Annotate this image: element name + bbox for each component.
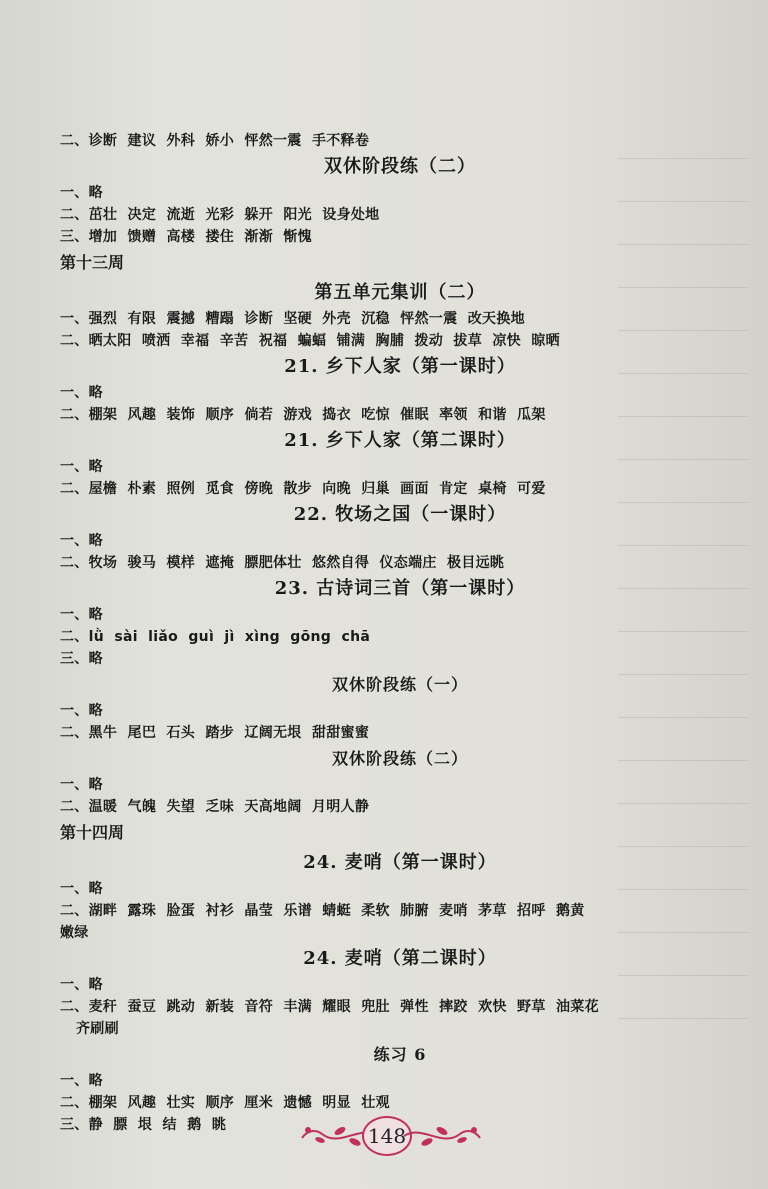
answer-line: 一、略 — [60, 703, 103, 719]
floral-ornament-right-icon — [402, 1122, 482, 1150]
answer-line: 二、lǜ sài liǎo guì jì xìng gōng chā — [60, 629, 371, 645]
answer-line: 二、湖畔 露珠 脸蛋 衬衫 晶莹 乐谱 蜻蜓 柔软 肺腑 麦哨 茅草 招呼 鹅黄 — [60, 903, 585, 919]
answer-line: 二、黑牛 尾巴 石头 踏步 辽阔无垠 甜甜蜜蜜 — [60, 725, 370, 741]
week-title: 第十三周 — [60, 253, 125, 272]
section-heading: 22. 牧场之国（一课时） — [293, 504, 507, 525]
answer-line: 三、静 膘 垠 结 鹅 眺 — [60, 1117, 227, 1133]
answer-line: 二、茁壮 决定 流逝 光彩 躲开 阳光 设身处地 — [60, 207, 380, 223]
answer-line: 一、略 — [60, 777, 103, 793]
section-heading: 第五单元集训（二） — [314, 282, 486, 303]
answer-line: 嫩绿 — [60, 925, 89, 941]
answer-line: 一、略 — [60, 185, 103, 201]
answer-line: 二、牧场 骏马 模样 遮掩 膘肥体壮 悠然自得 仪态端庄 极目远眺 — [60, 555, 505, 571]
answer-line: 二、麦秆 蚕豆 跳动 新装 音符 丰满 耀眼 兜肚 弹性 摔跤 欢快 野草 油菜花 — [60, 999, 599, 1015]
answer-line: 二、诊断 建议 外科 娇小 怦然一震 手不释卷 — [60, 133, 370, 149]
section-heading: 21. 乡下人家（第一课时） — [284, 356, 516, 377]
section-heading: 练习 6 — [373, 1045, 427, 1064]
answer-line: 一、略 — [60, 1073, 103, 1089]
answer-line: 二、晒太阳 喷洒 幸福 辛苦 祝福 蝙蝠 铺满 胸脯 拨动 拔草 凉快 晾晒 — [60, 333, 560, 349]
page-footer — [0, 1110, 768, 1160]
section-heading: 23. 古诗词三首（第一课时） — [274, 578, 526, 599]
answer-line: 一、略 — [60, 607, 103, 623]
section-heading: 双休阶段练（二） — [331, 749, 468, 768]
answer-line: 一、略 — [60, 385, 103, 401]
section-heading: 21. 乡下人家（第二课时） — [284, 430, 516, 451]
page-number: 148 — [362, 1116, 412, 1156]
answer-line: 三、增加 馈赠 高楼 搂住 渐渐 惭愧 — [60, 229, 312, 245]
answer-line: 三、略 — [60, 651, 103, 667]
section-heading: 24. 麦哨（第一课时） — [303, 852, 497, 873]
section-heading: 24. 麦哨（第二课时） — [303, 948, 497, 969]
answer-line: 二、屋檐 朴素 照例 觅食 傍晚 散步 向晚 归巢 画面 肯定 桌椅 可爱 — [60, 481, 546, 497]
answer-line: 一、略 — [60, 459, 103, 475]
answer-line: 一、略 — [60, 533, 103, 549]
answer-line: 二、棚架 风趣 壮实 顺序 厘米 遗憾 明显 壮观 — [60, 1095, 390, 1111]
section-heading: 双休阶段练（二） — [324, 156, 476, 177]
answer-line: 一、强烈 有限 震撼 糟蹋 诊断 坚硬 外壳 沉稳 怦然一震 改天换地 — [60, 311, 525, 327]
answer-content — [60, 130, 740, 1136]
answer-line: 一、略 — [60, 881, 103, 897]
week-title: 第十四周 — [60, 823, 125, 842]
answer-line: 一、略 — [60, 977, 103, 993]
section-heading: 双休阶段练（一） — [331, 675, 468, 694]
answer-line: 齐刷刷 — [76, 1021, 119, 1037]
answer-line: 二、棚架 风趣 装饰 顺序 倘若 游戏 捣衣 吃惊 催眠 率领 和谐 瓜架 — [60, 407, 546, 423]
answer-line: 二、温暖 气魄 失望 乏味 天高地阔 月明人静 — [60, 799, 370, 815]
